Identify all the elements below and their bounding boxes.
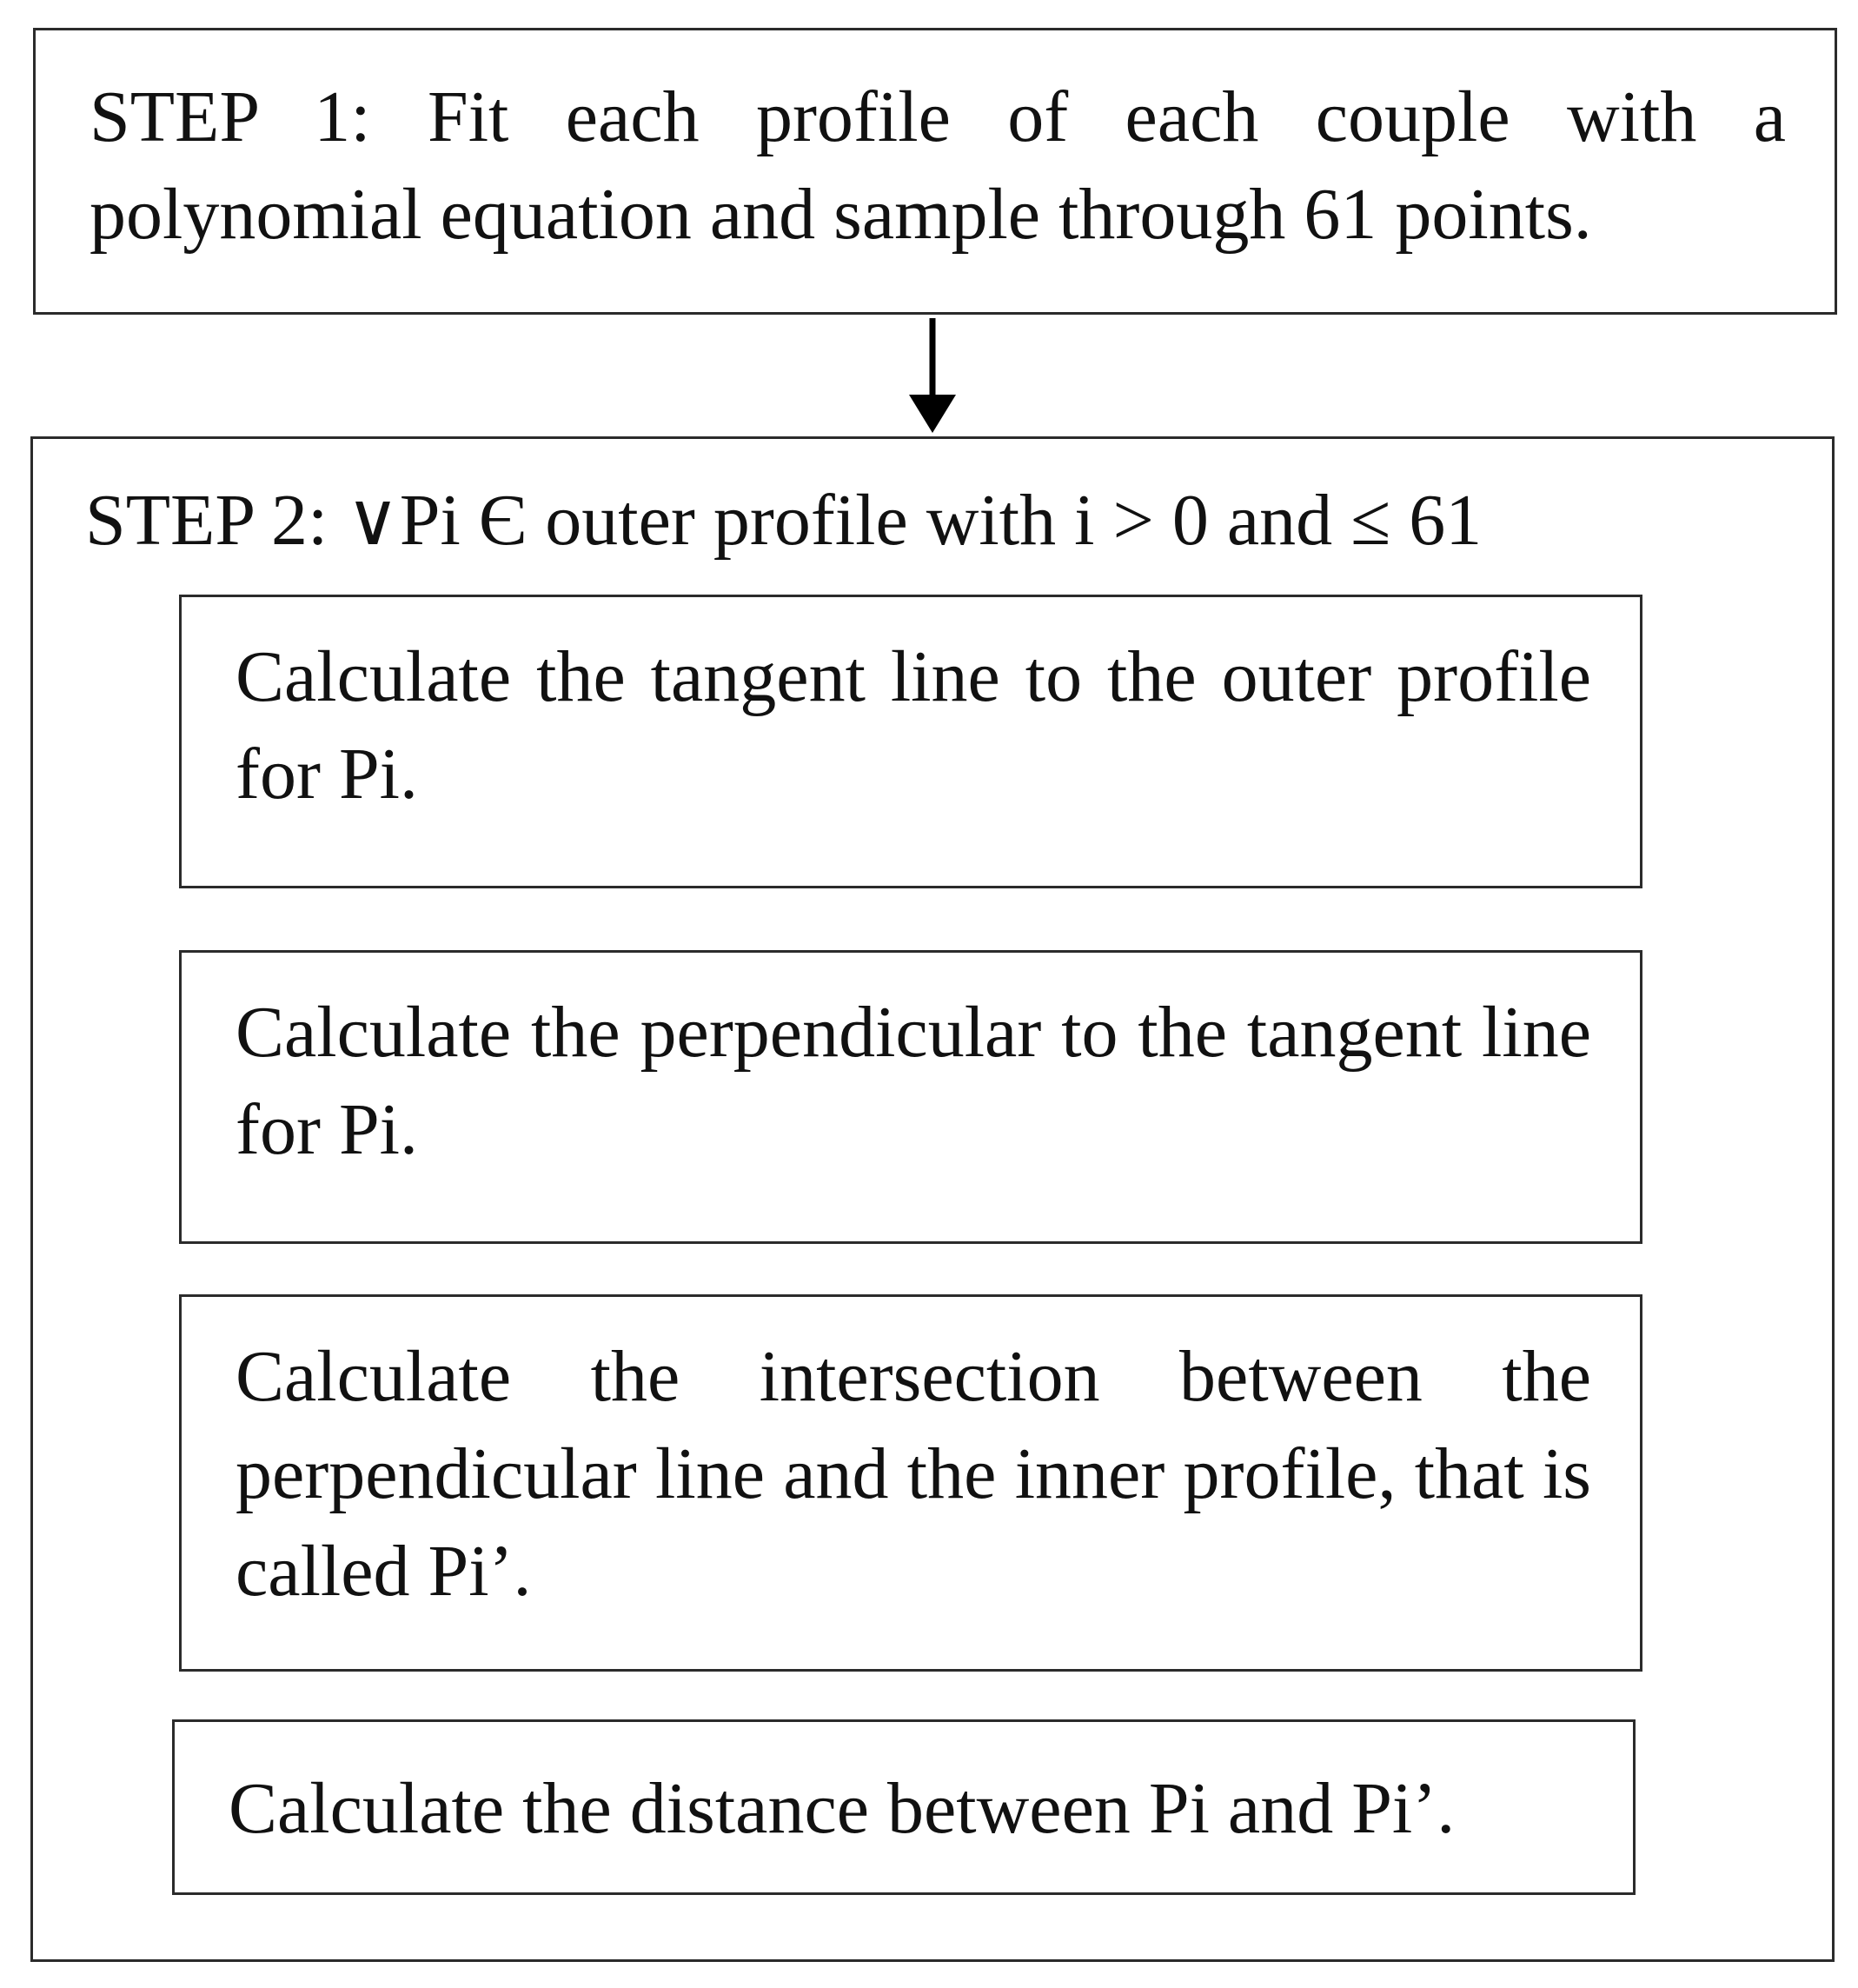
substep-tangent-box — [179, 595, 1642, 888]
substep-intersection-box — [179, 1294, 1642, 1672]
substep-intersection-text: Calculate the intersection between the perpendicular line and the inner profile, that is called Pi’. — [236, 1336, 1591, 1612]
substep-perpendicular-text: Calculate the perpendicular to the tangent line for Pi. — [236, 992, 1591, 1170]
down-arrow-icon — [902, 315, 963, 436]
substep-perpendicular-box — [179, 950, 1642, 1244]
substep-distance-box — [172, 1719, 1636, 1895]
substep-tangent-text: Calculate the tangent line to the outer profile for Pi. — [236, 636, 1591, 814]
step1-box — [33, 28, 1837, 315]
step2-box — [30, 436, 1835, 1962]
substep-distance-text: Calculate the distance between Pi and Pi’. — [229, 1768, 1456, 1849]
step1-text: STEP 1: Fit each profile of each couple with a polynomial equation and sample through 61 points. — [90, 76, 1786, 255]
step2-title: STEP 2: ∨Pi Є outer profile with i > 0 and ≤ 61 — [85, 480, 1483, 561]
